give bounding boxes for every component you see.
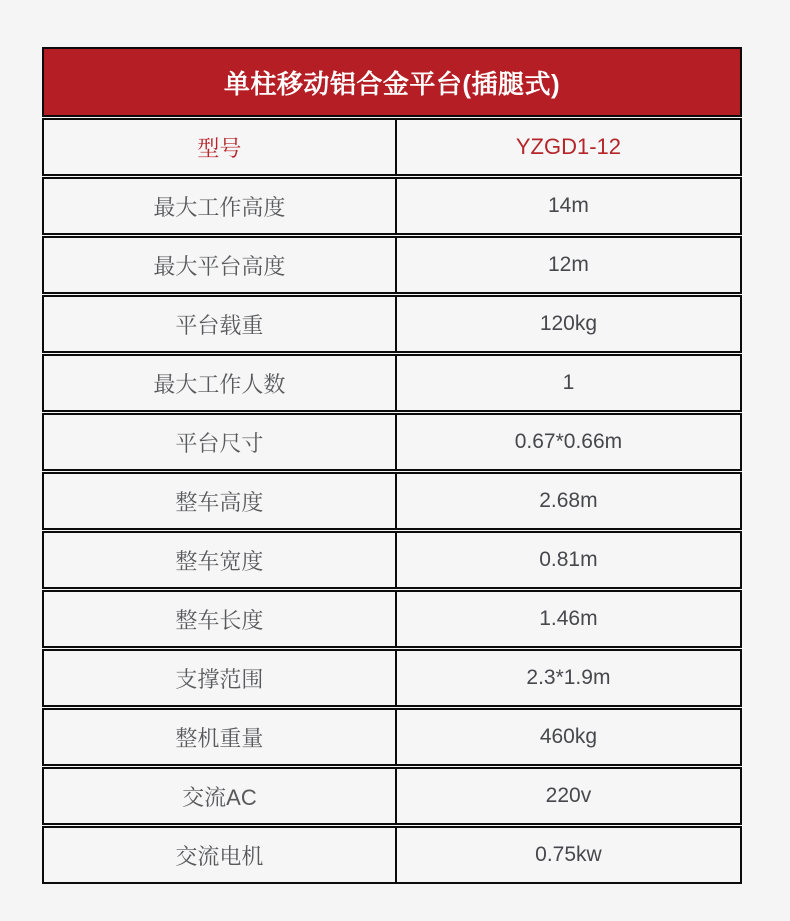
table-title: 单柱移动铝合金平台(插腿式) (42, 47, 742, 117)
row-value: 1.46m (539, 607, 598, 630)
row-value: 12m (548, 253, 589, 276)
row-label: 整车长度 (44, 592, 397, 646)
row-label: 最大工作人数 (44, 356, 397, 410)
table-rows (42, 118, 742, 884)
row-label: 整车宽度 (44, 533, 397, 587)
table-row (42, 295, 742, 353)
table-row (42, 354, 742, 412)
table-row (42, 472, 742, 530)
row-value: 2.68m (539, 489, 598, 512)
table-row (42, 826, 742, 884)
table-row (42, 649, 742, 707)
row-value: 460kg (539, 725, 598, 748)
row-label: 型号 (44, 120, 397, 174)
table-row (42, 531, 742, 589)
row-label: 交流电机 (44, 828, 397, 882)
table-row (42, 236, 742, 294)
row-label: 整车高度 (44, 474, 397, 528)
table-row (42, 118, 742, 176)
row-label: 交流AC (44, 769, 397, 823)
row-label: 平台尺寸 (44, 415, 397, 469)
table-row (42, 413, 742, 471)
row-value: 14m (548, 194, 589, 217)
row-value: 0.75kw (535, 843, 602, 866)
row-value: 220v (545, 784, 592, 807)
table-row (42, 590, 742, 648)
row-label: 整机重量 (44, 710, 397, 764)
table-row (42, 177, 742, 235)
spec-table (42, 47, 742, 884)
row-value: 0.81m (539, 548, 598, 571)
row-value: 0.67*0.66m (514, 430, 623, 453)
table-row (42, 767, 742, 825)
row-label: 最大工作高度 (44, 179, 397, 233)
row-value: 120kg (539, 312, 598, 335)
row-label: 最大平台高度 (44, 238, 397, 292)
row-value: 1 (562, 371, 575, 394)
table-row (42, 708, 742, 766)
row-label: 支撑范围 (44, 651, 397, 705)
row-label: 平台载重 (44, 297, 397, 351)
row-value: 2.3*1.9m (526, 666, 611, 689)
row-value: YZGD1-12 (515, 134, 621, 159)
